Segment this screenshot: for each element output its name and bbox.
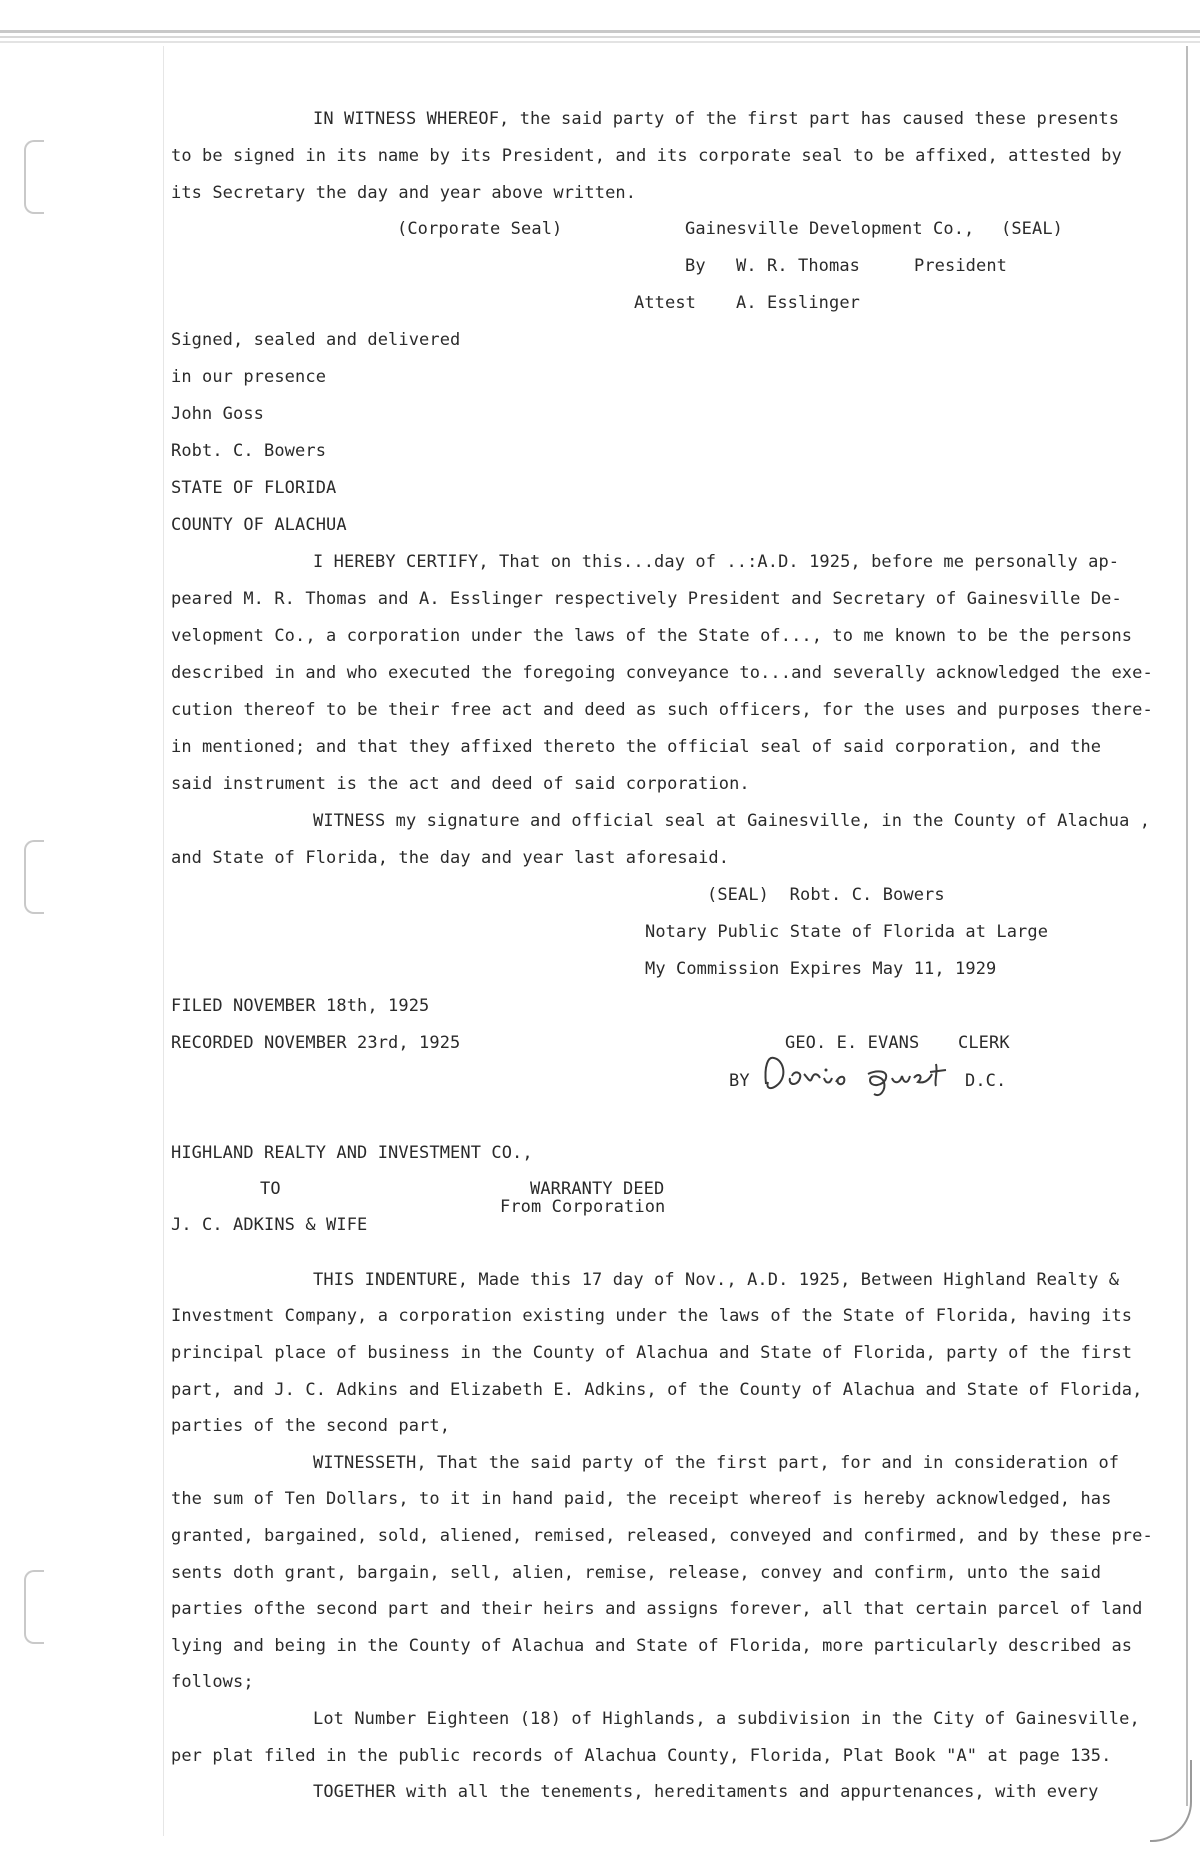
- clerk-by-label: BY: [729, 1071, 750, 1091]
- together-clause-line: TOGETHER with all the tenements, hereditaments and appurtenances, with every: [313, 1782, 1099, 1802]
- indenture-line: principal place of business in the County of Alachua and State of Florida, party of the first: [171, 1343, 1133, 1363]
- witness-clause-line: IN WITNESS WHEREOF, the said party of the first part has caused these presents: [313, 109, 1120, 129]
- witness-line: Robt. C. Bowers: [171, 441, 327, 461]
- witnesseth-line: lying and being in the County of Alachua and State of Florida, more particularly described as: [171, 1636, 1133, 1656]
- clerk-title: CLERK: [958, 1033, 1010, 1053]
- clerk-signature: [758, 1048, 998, 1098]
- secretary-name: A. Esslinger: [736, 293, 861, 313]
- notary-witness-line: and State of Florida, the day and year last aforesaid.: [171, 848, 730, 868]
- acknowledgment-line: in mentioned; and that they affixed thereto the official seal of said corporation, and the: [171, 737, 1102, 757]
- witnesseth-line: parties ofthe second part and their heirs and assigns forever, all that certain parcel of land: [171, 1599, 1143, 1619]
- binder-hole-mark: [24, 1570, 44, 1644]
- to-label: TO: [260, 1179, 281, 1199]
- filed-line: FILED NOVEMBER 18th, 1925: [171, 996, 430, 1016]
- president-title: President: [914, 256, 1008, 276]
- indenture-line: part, and J. C. Adkins and Elizabeth E. Adkins, of the County of Alachua and State of Florida,: [171, 1380, 1143, 1400]
- page-corner-curl: [1150, 1760, 1192, 1842]
- property-description-line: per plat filed in the public records of Alachua County, Florida, Plat Book "A" at page 135.: [171, 1746, 1112, 1766]
- acknowledgment-line: velopment Co., a corporation under the laws of the State of..., to me known to be the persons: [171, 626, 1133, 646]
- property-description-line: Lot Number Eighteen (18) of Highlands, a subdivision in the City of Gainesville,: [313, 1709, 1140, 1729]
- acknowledgment-line: peared M. R. Thomas and A. Esslinger respectively President and Secretary of Gainesville De-: [171, 589, 1122, 609]
- by-label: By: [685, 256, 706, 276]
- acknowledgment-line: I HEREBY CERTIFY, That on this...day of ..:A.D. 1925, before me personally ap-: [313, 552, 1120, 572]
- witness-line: in our presence: [171, 367, 327, 387]
- deed-type: WARRANTY DEED: [530, 1179, 665, 1199]
- indenture-line: parties of the second part,: [171, 1416, 451, 1436]
- page-top-edge: [0, 0, 1200, 46]
- indenture-line: Investment Company, a corporation existing under the laws of the State of Florida, having its: [171, 1306, 1133, 1326]
- venue-county: COUNTY OF ALACHUA: [171, 515, 347, 535]
- witnesseth-line: the sum of Ten Dollars, to it in hand paid, the receipt whereof is hereby acknowledged, has: [171, 1489, 1112, 1509]
- recorded-line: RECORDED NOVEMBER 23rd, 1925: [171, 1033, 461, 1053]
- witness-line: John Goss: [171, 404, 265, 424]
- indenture-line: THIS INDENTURE, Made this 17 day of Nov., A.D. 1925, Between Highland Realty &: [313, 1270, 1120, 1290]
- deed-subtype: From Corporation: [500, 1197, 666, 1217]
- grantor-name: HIGHLAND REALTY AND INVESTMENT CO.,: [171, 1143, 533, 1163]
- witnesseth-line: sents doth grant, bargain, sell, alien, remise, release, convey and confirm, unto the said: [171, 1563, 1102, 1583]
- witnesseth-line: follows;: [171, 1672, 254, 1692]
- binder-hole-mark: [24, 140, 44, 214]
- corporate-seal-label: (Corporate Seal): [397, 219, 563, 239]
- acknowledgment-line: said instrument is the act and deed of said corporation.: [171, 774, 750, 794]
- left-margin-rule: [163, 46, 164, 1836]
- notary-title-line: Notary Public State of Florida at Large: [645, 922, 1049, 942]
- attest-label: Attest: [634, 293, 697, 313]
- president-name: W. R. Thomas: [736, 256, 861, 276]
- witness-line: Signed, sealed and delivered: [171, 330, 461, 350]
- venue-state: STATE OF FLORIDA: [171, 478, 337, 498]
- binder-hole-mark: [24, 840, 44, 914]
- acknowledgment-line: cution thereof to be their free act and deed as such officers, for the uses and purposes there-: [171, 700, 1153, 720]
- notary-witness-line: WITNESS my signature and official seal at Gainesville, in the County of Alachua ,: [313, 811, 1151, 831]
- clerk-name: GEO. E. EVANS: [785, 1033, 920, 1053]
- grantee-name: J. C. ADKINS & WIFE: [171, 1215, 368, 1235]
- deputy-clerk-suffix: D.C.: [965, 1071, 1007, 1091]
- witness-clause-line: to be signed in its name by its President, and its corporate seal to be affixed, attested by: [171, 146, 1122, 166]
- notary-seal-line: (SEAL) Robt. C. Bowers: [707, 885, 945, 905]
- witness-clause-line: its Secretary the day and year above written.: [171, 183, 637, 203]
- right-page-edge: [1186, 46, 1188, 1806]
- acknowledgment-line: described in and who executed the foregoing conveyance to...and severally acknowledged the exe-: [171, 663, 1153, 683]
- notary-commission-line: My Commission Expires May 11, 1929: [645, 959, 997, 979]
- witnesseth-line: WITNESSETH, That the said party of the first part, for and in consideration of: [313, 1453, 1120, 1473]
- company-name: Gainesville Development Co.,: [685, 219, 975, 239]
- witnesseth-line: granted, bargained, sold, aliened, remised, released, conveyed and confirmed, and by these pre-: [171, 1526, 1153, 1546]
- seal-label: (SEAL): [1001, 219, 1064, 239]
